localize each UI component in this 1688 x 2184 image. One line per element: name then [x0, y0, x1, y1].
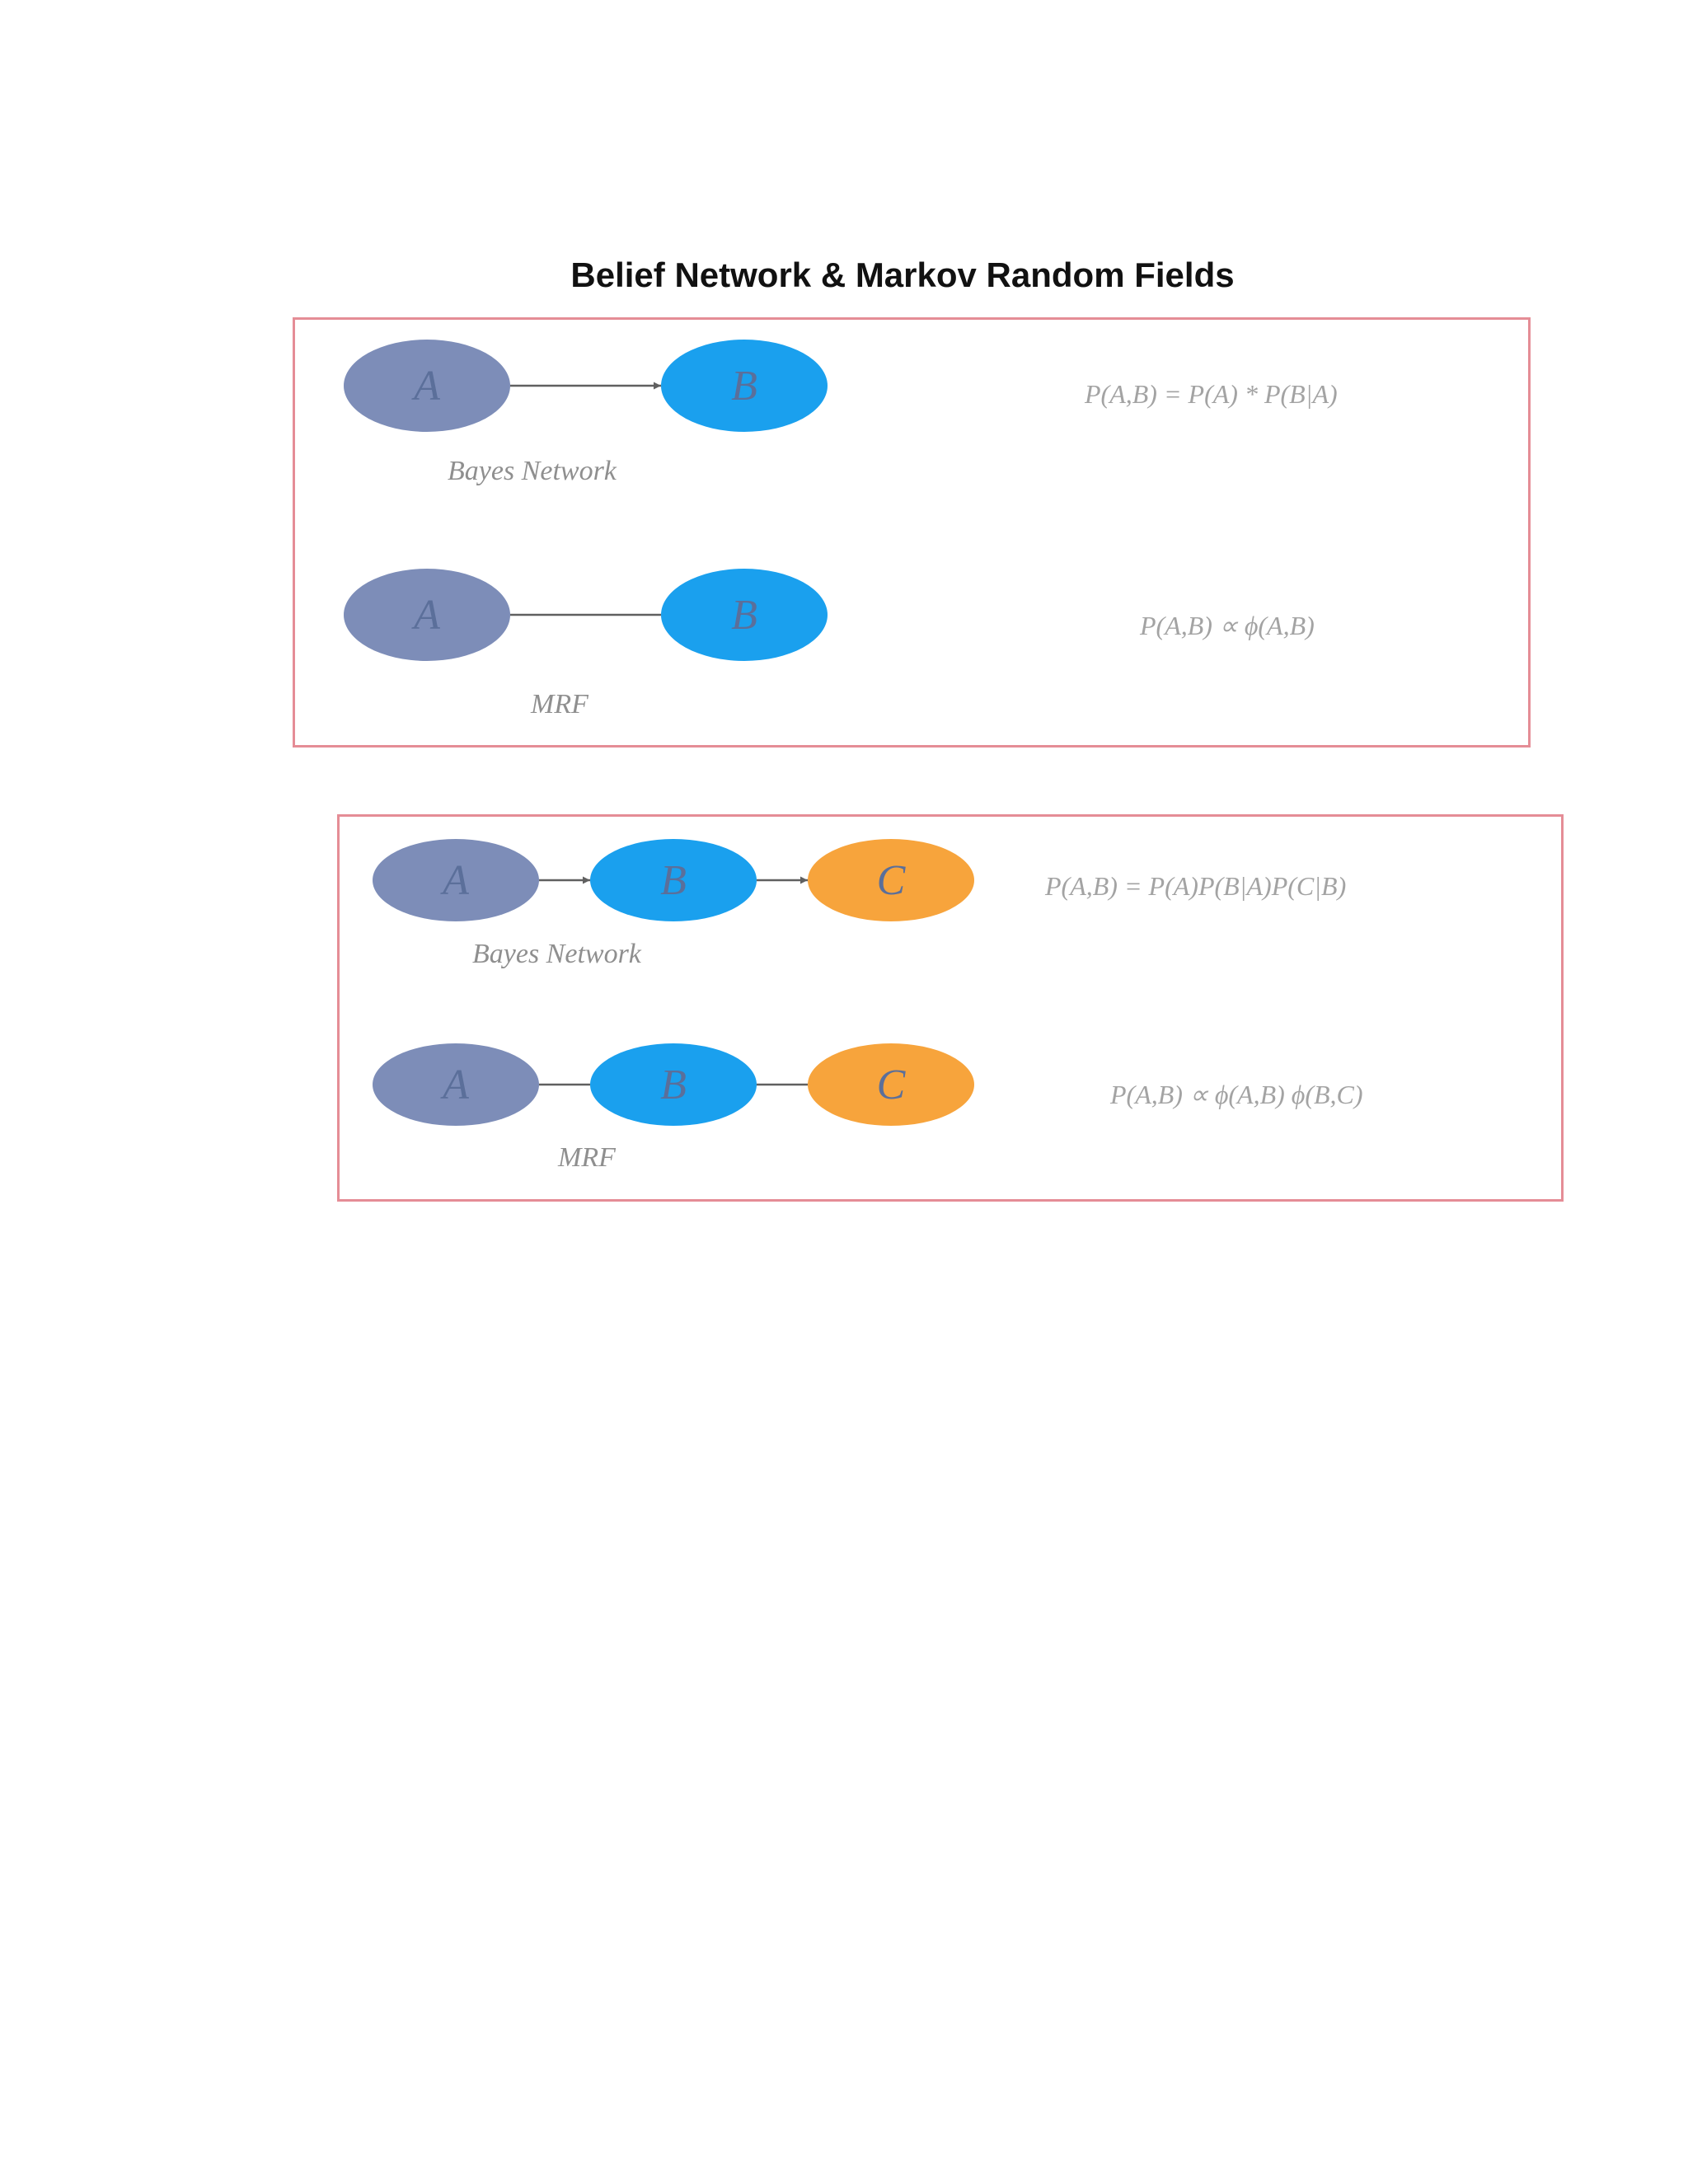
node-b-label: B: [660, 857, 687, 904]
mrf-formula: P(A,B) ∝ ϕ(A,B) ϕ(B,C): [1110, 1080, 1363, 1109]
node-a-label: A: [414, 592, 440, 639]
bayes-network-diagram: [295, 320, 1533, 750]
node-b: [590, 1043, 757, 1126]
node-a: [373, 839, 539, 921]
mrf-caption: MRF: [531, 689, 588, 719]
node-a: [344, 340, 510, 432]
node-a-label: A: [414, 363, 440, 410]
node-a-label: A: [443, 1062, 469, 1108]
node-c: [808, 839, 974, 921]
page-title: Belief Network & Markov Random Fields: [570, 255, 1235, 294]
mrf-formula: P(A,B) ∝ ϕ(A,B): [1140, 611, 1315, 640]
node-b-label: B: [660, 1062, 687, 1108]
node-c: [808, 1043, 974, 1126]
node-a: [373, 1043, 539, 1126]
node-b: [661, 569, 828, 661]
bayes-network-caption: Bayes Network: [448, 456, 617, 486]
three-node-panel: [337, 814, 1564, 1202]
bayes-network-diagram: [340, 817, 1566, 1204]
two-node-panel: [293, 317, 1531, 748]
bayes-network-formula: P(A,B) = P(A)P(B|A)P(C|B): [1045, 871, 1347, 901]
node-a-label: A: [443, 857, 469, 904]
node-c-label: C: [876, 857, 906, 904]
node-b-label: B: [731, 363, 757, 410]
bayes-network-caption: Bayes Network: [472, 939, 641, 969]
mrf-caption: MRF: [558, 1142, 616, 1173]
node-b: [590, 839, 757, 921]
node-b-label: B: [731, 592, 757, 639]
node-b: [661, 340, 828, 432]
node-c-label: C: [876, 1062, 906, 1108]
bayes-network-formula: P(A,B) = P(A) * P(B|A): [1085, 379, 1338, 409]
node-a: [344, 569, 510, 661]
